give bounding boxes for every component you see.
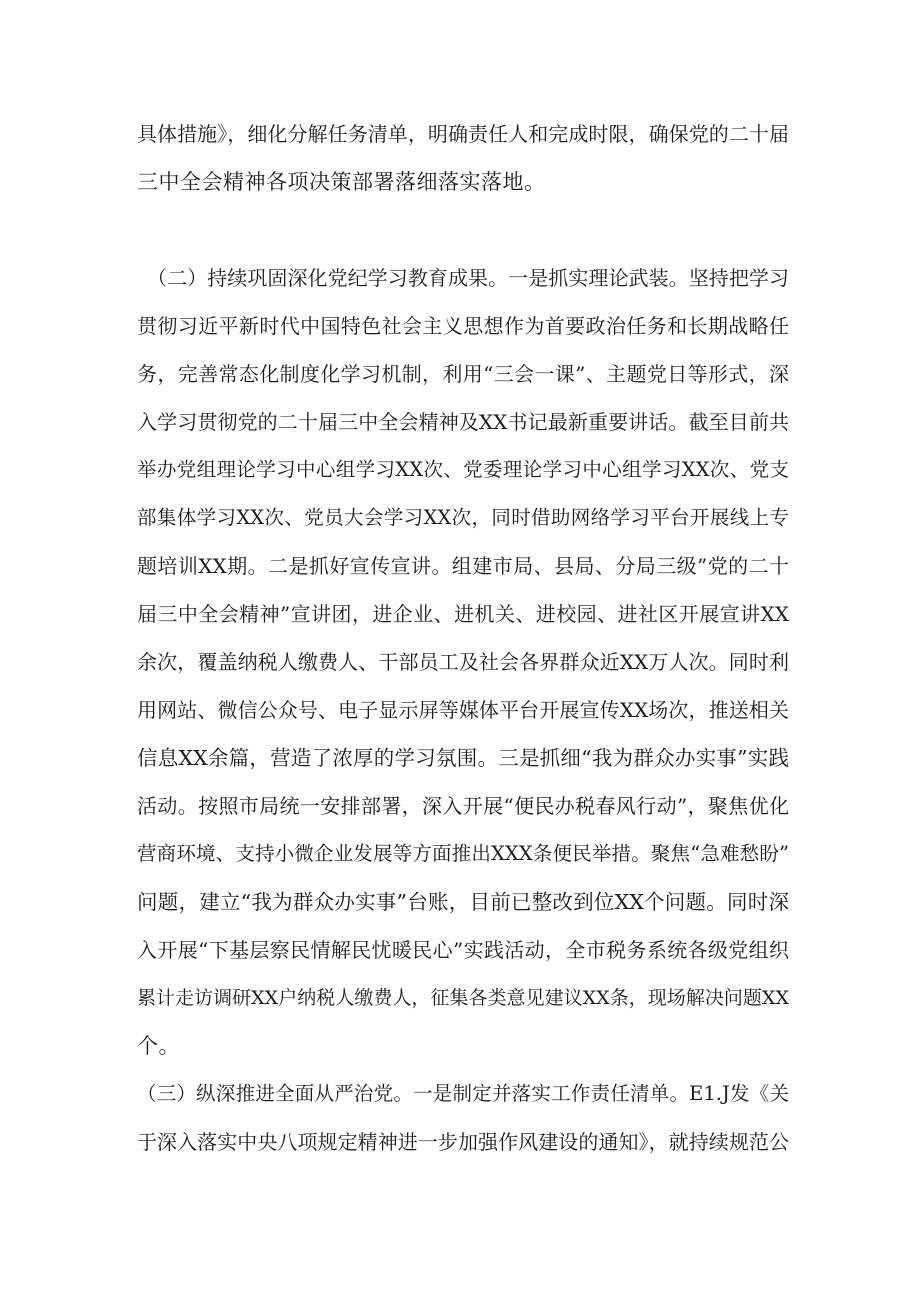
paragraph-1-line-2: 三中全会精神各项决策部署落细落实落地。	[137, 170, 546, 194]
paragraph-2-line-17: 个。	[137, 1034, 180, 1058]
paragraph-2-line-8: 届三中全会精神”宣讲团，进企业、进机关、进校园、进社区开展宣讲XX	[137, 602, 789, 626]
paragraph-2-line-3: 务，完善常态化制度化学习机制，利用“三会一课”、主题党日等形式，深	[137, 362, 789, 386]
paragraph-2-line-13: 营商环境、支持小微企业发展等方面推出XXX条便民举措。聚焦“急难愁盼”	[137, 842, 789, 865]
paragraph-2-line-9: 余次，覆盖纳税人缴费人、干部员工及社会各界群众近XX万人次。同时利	[137, 650, 789, 674]
paragraph-3-line-2: 于深入落实中央八项规定精神进一步加强作风建设的通知》，就持续规范公	[137, 1130, 789, 1154]
paragraph-2-line-12: 活动。按照市局统一安排部署，深入开展“便民办税春风行动”，聚焦优化	[137, 794, 789, 818]
paragraph-2-line-7: 题培训XX期。二是抓好宣传宣讲。组建市局、县局、分局三级”党的二十	[137, 554, 789, 578]
paragraph-3-line-1: （三）纵深推进全面从严治党。一是制定并落实工作责任清单。E1.J发《关	[137, 1082, 789, 1105]
paragraph-2-line-6: 部集体学习XX次、党员大会学习XX次，同时借助网络学习平台开展线上专	[137, 506, 789, 529]
paragraph-2-line-10: 用网站、微信公众号、电子显示屏等媒体平台开展宣传XX场次，推送相关	[137, 698, 789, 722]
paragraph-2-line-2: 贯彻习近平新时代中国特色社会主义思想作为首要政治任务和长期战略任	[137, 314, 789, 338]
paragraph-2-line-14: 问题，建立“我为群众办实事”台账，目前已整改到位XX个问题。同时深	[137, 890, 789, 914]
paragraph-2-line-16: 累计走访调研XX户纳税人缴费人，征集各类意见建议XX条，现场解决问题XX	[137, 987, 789, 1009]
paragraph-1-line-1: 具体措施》，细化分解任务清单，明确责任人和完成时限，确保党的二十届	[137, 122, 789, 146]
paragraph-2-line-15: 入开展“下基层察民情解民忧暖民心”实践活动，全市税务系统各级党组织	[137, 938, 789, 962]
paragraph-2-line-1: （二）持续巩固深化党纪学习教育成果。一是抓实理论武装。坚持把学习	[147, 266, 789, 290]
paragraph-2-line-4: 入学习贯彻党的二十届三中全会精神及XX书记最新重要讲话。截至目前共	[137, 410, 789, 434]
paragraph-2-line-11: 信息XX余篇，营造了浓厚的学习氛围。三是抓细“我为群众办实事”实践	[137, 746, 789, 770]
paragraph-2-line-5: 举办党组理论学习中心组学习XX次、党委理论学习中心组学习XX次、党支	[137, 458, 789, 481]
